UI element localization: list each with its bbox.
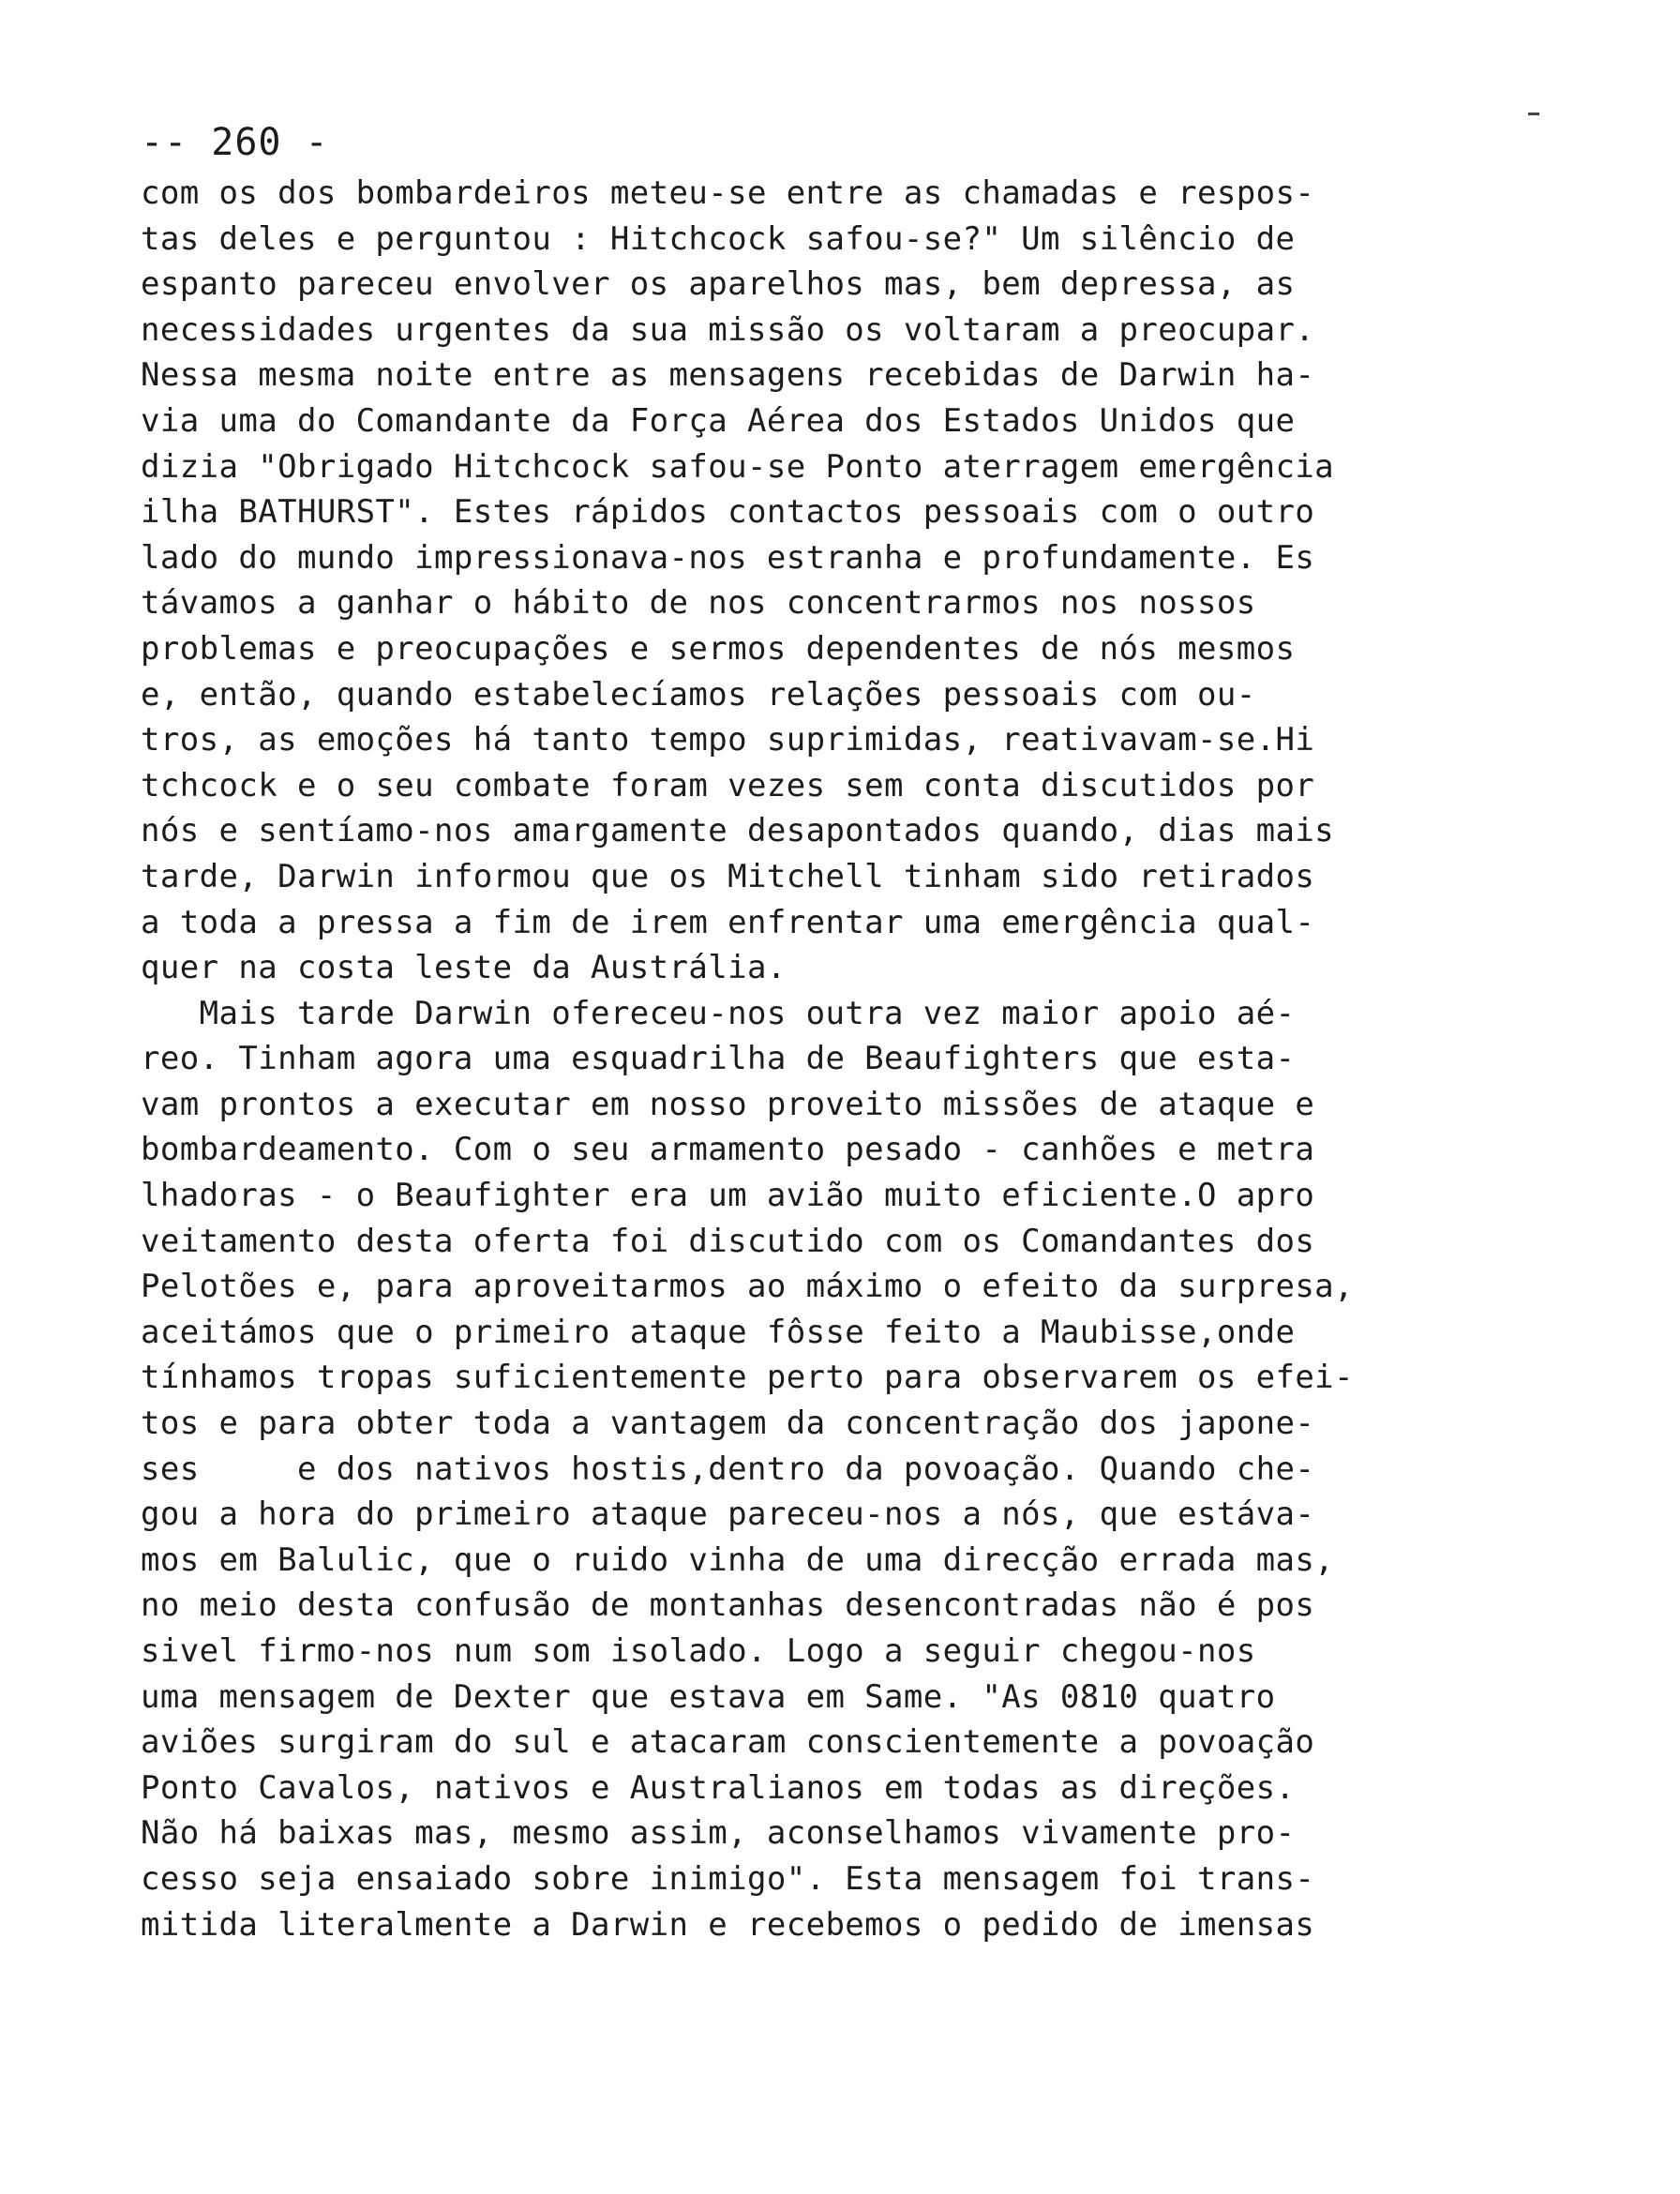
text-line: aceitámos que o primeiro ataque fôsse feito a Maubisse,onde <box>141 1313 1296 1351</box>
text-line: tchcock e o seu combate foram vezes sem conta discutidos por <box>141 766 1315 804</box>
text-line: veitamento desta oferta foi discutido com os Comandantes dos <box>141 1222 1315 1260</box>
text-line: ses e dos nativos hostis,dentro da povoação. Quando che- <box>141 1450 1315 1488</box>
page-number: -- 260 - <box>141 121 329 164</box>
corner-mark <box>1528 113 1539 115</box>
text-line: vam prontos a executar em nosso proveito missões de ataque e <box>141 1085 1315 1123</box>
text-line: via uma do Comandante da Força Aérea dos Estados Unidos que <box>141 401 1296 440</box>
text-line: a toda a pressa a fim de irem enfrentar uma emergência qual- <box>141 903 1315 941</box>
text-line: mitida literalmente a Darwin e recebemos o pedido de imensas <box>141 1905 1315 1944</box>
text-line: bombardeamento. Com o seu armamento pesado - canhões e metra <box>141 1131 1315 1169</box>
text-line: aviões surgiram do sul e atacaram conscientemente a povoação <box>141 1723 1315 1762</box>
text-line: problemas e preocupações e sermos dependentes de nós mesmos <box>141 629 1296 668</box>
text-line: necessidades urgentes da sua missão os voltaram a preocupar. <box>141 310 1315 349</box>
body-text <box>141 171 1566 1947</box>
text-line: lado do mundo impressionava-nos estranha e profundamente. Es <box>141 538 1315 577</box>
text-line: espanto pareceu envolver os aparelhos mas, bem depressa, as <box>141 265 1296 304</box>
text-line: reo. Tinham agora uma esquadrilha de Beaufighters que esta- <box>141 1040 1296 1078</box>
text-line: gou a hora do primeiro ataque pareceu-nos a nós, que estáva- <box>141 1495 1315 1534</box>
text-line: lhadoras - o Beaufighter era um avião muito eficiente.O apro <box>141 1177 1315 1215</box>
text-line: no meio desta confusão de montanhas desencontradas não é pos <box>141 1586 1315 1625</box>
text-line: com os dos bombardeiros meteu-se entre as chamadas e respos- <box>141 174 1315 212</box>
text-line: quer na costa leste da Austrália. <box>141 949 787 987</box>
text-line: dizia "Obrigado Hitchcock safou-se Ponto aterragem emergência <box>141 447 1335 486</box>
text-line: uma mensagem de Dexter que estava em Same. "As 0810 quatro <box>141 1677 1276 1716</box>
text-line: Pelotões e, para aproveitarmos ao máximo o efeito da surpresa, <box>141 1268 1354 1306</box>
text-line: tarde, Darwin informou que os Mitchell tinham sido retirados <box>141 857 1315 895</box>
text-line: Mais tarde Darwin ofereceu-nos outra vez maior apoio aé- <box>141 994 1296 1032</box>
text-line: tínhamos tropas suficientemente perto para observarem os efei- <box>141 1359 1354 1397</box>
text-line: tros, as emoções há tanto tempo suprimidas, reativavam-se.Hi <box>141 721 1315 759</box>
text-line: Nessa mesma noite entre as mensagens recebidas de Darwin ha- <box>141 356 1315 395</box>
text-line: mos em Balulic, que o ruido vinha de uma direcção errada mas, <box>141 1540 1335 1579</box>
text-line: tos e para obter toda a vantagem da concentração dos japone- <box>141 1405 1315 1443</box>
text-line: tas deles e perguntou : Hitchcock safou-se?" Um silêncio de <box>141 219 1296 258</box>
text-line: e, então, quando estabelecíamos relações pessoais com ou- <box>141 675 1256 714</box>
text-line: távamos a ganhar o hábito de nos concentrarmos nos nossos <box>141 584 1256 623</box>
text-line: Ponto Cavalos, nativos e Australianos em todas as direções. <box>141 1768 1296 1807</box>
text-line: ilha BATHURST". Estes rápidos contactos pessoais com o outro <box>141 493 1315 532</box>
text-line: Não há baixas mas, mesmo assim, aconselhamos vivamente pro- <box>141 1814 1296 1853</box>
text-line: nós e sentíamo-nos amargamente desapontados quando, dias mais <box>141 812 1335 850</box>
text-line: sivel firmo-nos num som isolado. Logo a seguir chegou-nos <box>141 1632 1256 1670</box>
text-line: cesso seja ensaiado sobre inimigo". Esta mensagem foi trans- <box>141 1859 1315 1898</box>
